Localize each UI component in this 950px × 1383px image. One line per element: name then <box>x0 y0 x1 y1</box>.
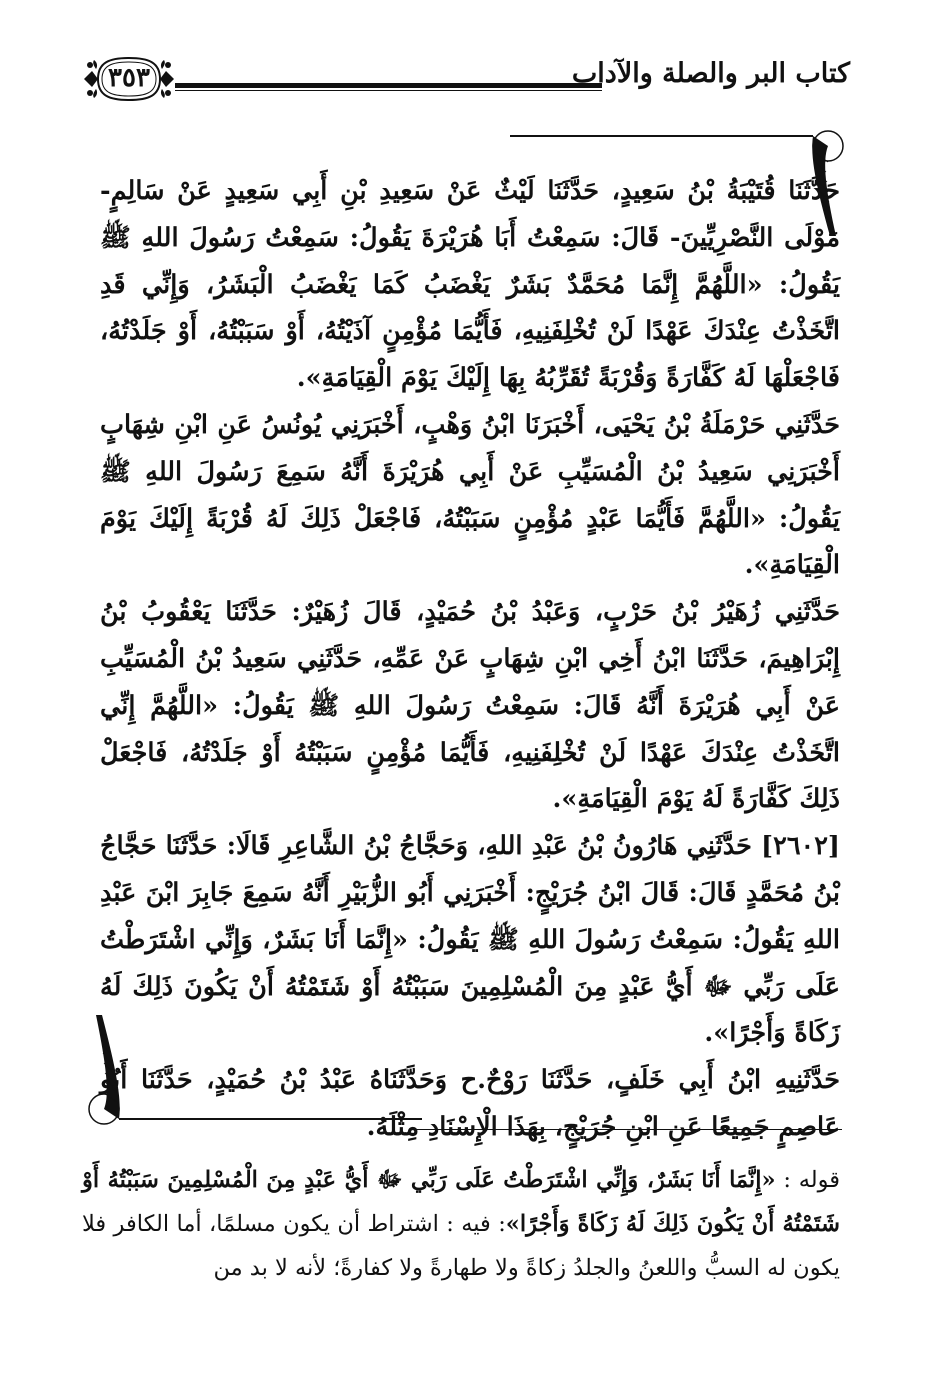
hadith-paragraph: حَدَّثَنِي زُهَيْرُ بْنُ حَرْبٍ، وَعَبْدُ بْنُ حُمَيْدٍ، قَالَ زُهَيْرٌ: حَدَّثَنَا يَعْقُوبُ بْنُ إِبْرَاهِيمَ، حَدَّثَنَا ابْنُ أَخِي ابْنِ شِهَابٍ عَنْ عَمِّهِ، حَدَّثَنِي سَعِيدُ بْنُ الْمُسَيِّبِ عَنْ أَبِي هُرَيْرَةَ أَنَّهُ قَالَ: سَمِعْتُ رَسُولَ اللهِ ﷺ يَقُولُ: «اللَّهُمَّ إِنِّي اتَّخَذْتُ عِنْدَكَ عَهْدًا لَنْ تُخْلِفَنِيهِ، فَأَيُّمَا مُؤْمِنٍ سَبَبْتُهُ أَوْ جَلَدْتُهُ، فَاجْعَلْ ذَلِكَ كَفَّارَةً لَهُ يَوْمَ الْقِيَامَةِ». <box>100 597 840 815</box>
header-rule <box>175 83 602 88</box>
commentary-intro: قوله : <box>775 1167 841 1193</box>
commentary-block <box>82 1158 840 1290</box>
commentary-text: : فيه : اشتراط أن يكون مسلمًا، أما الكافر فلا يكون له السبُّ واللعنُ والجلدُ زكاةً ولا طهارةً ولا كفارةً؛ لأنه لا بد من <box>82 1211 840 1281</box>
commentary-paragraph <box>82 1158 840 1290</box>
footnote-divider <box>410 1129 842 1130</box>
hadith-paragraph: حَدَّثَنِي حَرْمَلَةُ بْنُ يَحْيَى، أَخْبَرَنَا ابْنُ وَهْبٍ، أَخْبَرَنِي يُونُسُ عَنِ ابْنِ شِهَابٍ أَخْبَرَنِي سَعِيدُ بْنُ الْمُسَيِّبِ عَنْ أَبِي هُرَيْرَةَ أَنَّهُ سَمِعَ رَسُولَ اللهِ ﷺ يَقُولُ: «اللَّهُمَّ فَأَيُّمَا عَبْدٍ مُؤْمِنٍ سَبَبْتُهُ، فَاجْعَلْ ذَلِكَ لَهُ قُرْبَةً إِلَيْكَ يَوْمَ الْقِيَامَةِ». <box>100 409 840 581</box>
hadith-paragraph: حَدَّثَنِيهِ ابْنُ أَبِي خَلَفٍ، حَدَّثَنَا رَوْحٌ.ح وَحَدَّثَنَاهُ عَبْدُ بْنُ حُمَيْدٍ، حَدَّثَنَا أَبُو عَاصِمٍ جَمِيعًا عَنِ ابْنِ جُرَيْجٍ، بِهَذَا الْإِسْنَادِ مِثْلَهُ. <box>100 1065 840 1142</box>
page-number-badge <box>80 50 178 108</box>
commentary-quote: «إِنَّمَا أَنَا بَشَرٌ، وَإِنِّي اشْتَرَطْتُ عَلَى رَبِّي ﷻ أَيُّ عَبْدٍ مِنَ الْمُسْلِمِينَ سَبَبْتُهُ أَوْ شَتَمْتُهُ أَنْ يَكُونَ ذَلِكَ لَهُ زَكَاةً وَأَجْرًا» <box>82 1167 840 1237</box>
book-title: كتاب البر والصلة والآداب <box>571 58 850 89</box>
hadith-text-block <box>100 168 840 1151</box>
hadith-paragraph: حَدَّثَنَا قُتَيْبَةُ بْنُ سَعِيدٍ، حَدَّثَنَا لَيْثٌ عَنْ سَعِيدِ بْنِ أَبِي سَعِيدٍ عَنْ سَالِمٍ- مَوْلَى النَّصْرِيِّينَ- قَالَ: سَمِعْتُ أَبَا هُرَيْرَةَ يَقُولُ: سَمِعْتُ رَسُولَ اللهِ ﷺ يَقُولُ: «اللَّهُمَّ إِنَّمَا مُحَمَّدٌ بَشَرٌ يَغْضَبُ كَمَا يَغْضَبُ الْبَشَرُ، وَإِنِّي قَدِ اتَّخَذْتُ عِنْدَكَ عَهْدًا لَنْ تُخْلِفَنِيهِ، فَأَيُّمَا مُؤْمِنٍ آذَيْتُهُ، أَوْ سَبَبْتُهُ، أَوْ جَلَدْتُهُ، فَاجْعَلْهَا لَهُ كَفَّارَةً وَقُرْبَةً تُقَرِّبُهُ بِهَا إِلَيْكَ يَوْمَ الْقِيَامَةِ». <box>100 176 840 394</box>
hadith-paragraph: [٢٦٠٢] حَدَّثَنِي هَارُونُ بْنُ عَبْدِ اللهِ، وَحَجَّاجُ بْنُ الشَّاعِرِ قَالَا: حَدَّثَنَا حَجَّاجُ بْنُ مُحَمَّدٍ قَالَ: قَالَ ابْنُ جُرَيْجٍ: أَخْبَرَنِي أَبُو الزُّبَيْرِ أَنَّهُ سَمِعَ جَابِرَ ابْنَ عَبْدِ اللهِ يَقُولُ: سَمِعْتُ رَسُولَ اللهِ ﷺ يَقُولُ: «إِنَّمَا أَنَا بَشَرٌ، وَإِنِّي اشْتَرَطْتُ عَلَى رَبِّي ﷻ أَيُّ عَبْدٍ مِنَ الْمُسْلِمِينَ سَبَبْتُهُ أَوْ شَتَمْتُهُ أَنْ يَكُونَ ذَلِكَ لَهُ زَكَاةً وَأَجْرًا». <box>100 831 840 1049</box>
page-number: ٣٥٣ <box>108 63 150 93</box>
page-header <box>80 50 850 110</box>
